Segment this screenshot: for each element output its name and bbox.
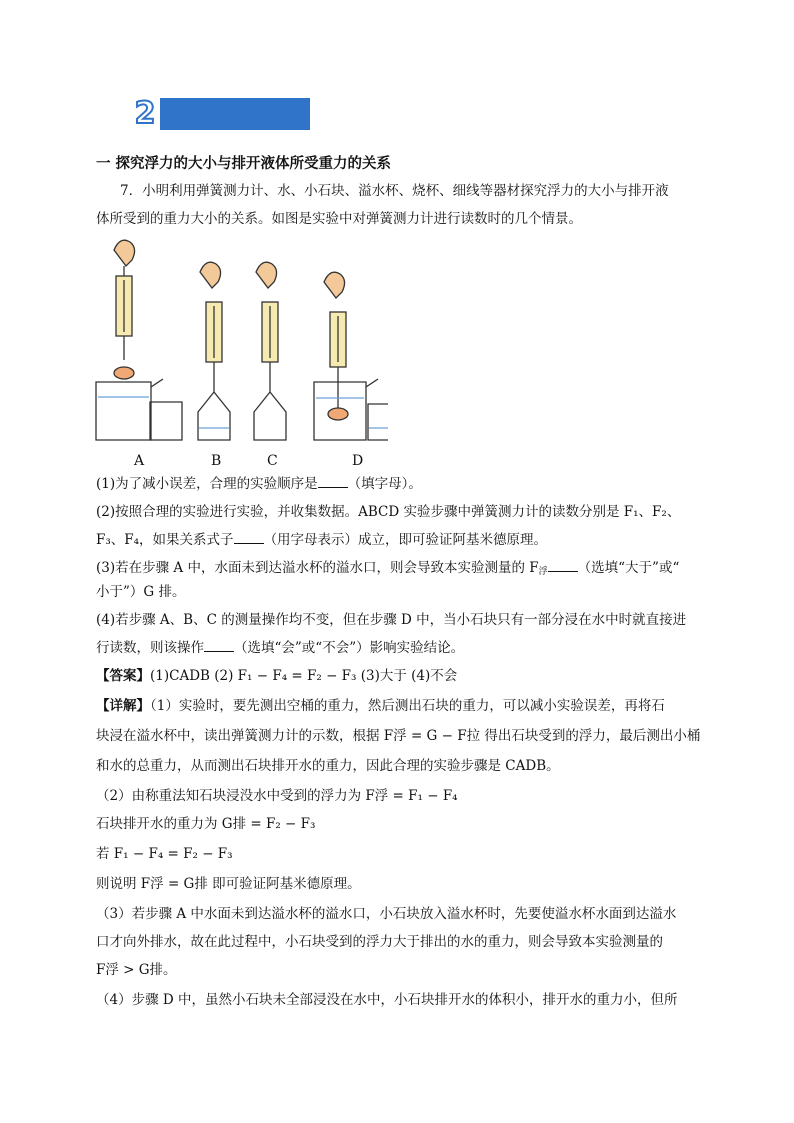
question-2-text-a: F₃、F₄，如果关系式子 [96, 532, 234, 548]
question-2-line-1: (2)按照合理的实验进行实验，并收集数据。ABCD 实验步骤中弹簧测力计的读数分别是 F₁、F₂、 [96, 504, 681, 520]
figure-label-a: A [134, 453, 145, 469]
section-number-badge: 2 [134, 96, 156, 131]
detail-p2-line-1: （2）由称重法知石块浸没水中受到的浮力为 F浮 = F₁ − F₄ [96, 788, 458, 804]
answer-line [96, 667, 457, 685]
section-heading: 一 探究浮力的大小与排开液体所受重力的关系 [96, 156, 392, 172]
figure-label-c: C [267, 453, 278, 469]
answer-blank [548, 559, 578, 572]
question-stem-line-1: 7．小明利用弹簧测力计、水、小石块、溢水杯、烧杯、细线等器材探究浮力的大小与排开液 [120, 183, 669, 199]
detail-p2-line-4: 则说明 F浮 = G排 即可验证阿基米德原理。 [96, 876, 361, 892]
question-4-text-b: （选填“会”或“不会”）影响实验结论。 [234, 640, 465, 656]
figure-label-b: B [211, 453, 222, 469]
experiment-figure [88, 232, 388, 452]
section-banner-bar [160, 98, 310, 130]
question-3-line-2: 小于”）G 排。 [96, 584, 186, 600]
figure-c-spring-scale [254, 262, 286, 440]
detail-p1-line-3: 和水的总重力，从而测出石块排开水的重力，因此合理的实验步骤是 CADB。 [96, 758, 560, 774]
question-1-text: (1)为了减小误差，合理的实验顺序是 [96, 476, 318, 492]
question-3-line-1 [96, 559, 679, 581]
figure-label-d: D [352, 453, 364, 469]
question-1 [96, 475, 422, 493]
detail-p3-line-1: （3）若步骤 A 中水面未到达溢水杯的溢水口，小石块放入溢水杯时，先要使溢水杯水面到达溢水 [96, 906, 677, 922]
detail-p2-line-2: 石块排开水的重力为 G排 = F₂ − F₃ [96, 816, 316, 832]
detail-p3-line-2: 口才向外排水，故在此过程中，小石块受到的浮力大于排出的水的重力，则会导致本实验测量的 [96, 934, 663, 950]
question-4-line-2 [96, 639, 464, 657]
detail-p4-line-1: （4）步骤 D 中，虽然小石块未全部浸没在水中，小石块排开水的体积小，排开水的重力小，但所 [96, 992, 678, 1008]
question-2-line-2 [96, 531, 547, 549]
question-3-text-b: （选填“大于”或“ [577, 560, 680, 576]
answer-label: 【答案】 [96, 668, 150, 684]
question-1-tail: （填字母）。 [347, 476, 422, 492]
answer-blank [204, 639, 234, 652]
figure-b-spring-scale [198, 262, 230, 440]
detail-label: 【详解】 [96, 698, 150, 714]
question-4-line-1: (4)若步骤 A、B、C 的测量操作均不变，但在步骤 D 中，当小石块只有一部分浸在水中时就直接进 [96, 612, 687, 628]
figure-a-overflow-cup [96, 379, 182, 440]
detail-p1-line-1 [96, 697, 665, 715]
question-3-subscript: 浮 [538, 567, 548, 577]
figure-d-spring-scale [314, 272, 388, 440]
question-stem-line-2: 体所受到的重力大小的关系。如图是实验中对弹簧测力计进行读数时的几个情景。 [96, 211, 582, 227]
detail-p3-line-3: F浮 > G排。 [96, 962, 177, 978]
answer-text: (1)CADB (2) F₁ − F₄ = F₂ − F₃ (3)大于 (4)不会 [150, 668, 458, 684]
answer-blank [234, 531, 264, 544]
figure-a-spring-scale [114, 240, 135, 379]
detail-p1-line-2: 块浸在溢水杯中，读出弹簧测力计的示数，根据 F浮 = G − F拉 得出石块受到的浮力，最后测出小桶 [96, 728, 701, 744]
detail-p2-line-3: 若 F₁ − F₄ = F₂ − F₃ [96, 846, 233, 862]
question-4-text-a: 行读数，则该操作 [96, 640, 204, 656]
answer-blank [318, 475, 348, 488]
question-2-text-b: （用字母表示）成立，即可验证阿基米德原理。 [263, 532, 548, 548]
detail-p1-text: （1）实验时，要先测出空桶的重力，然后测出石块的重力，可以减小实验误差，再将石 [150, 698, 665, 714]
question-3-text-a: (3)若在步骤 A 中，水面未到达溢水杯的溢水口，则会导致本实验测量的 F [96, 560, 539, 576]
